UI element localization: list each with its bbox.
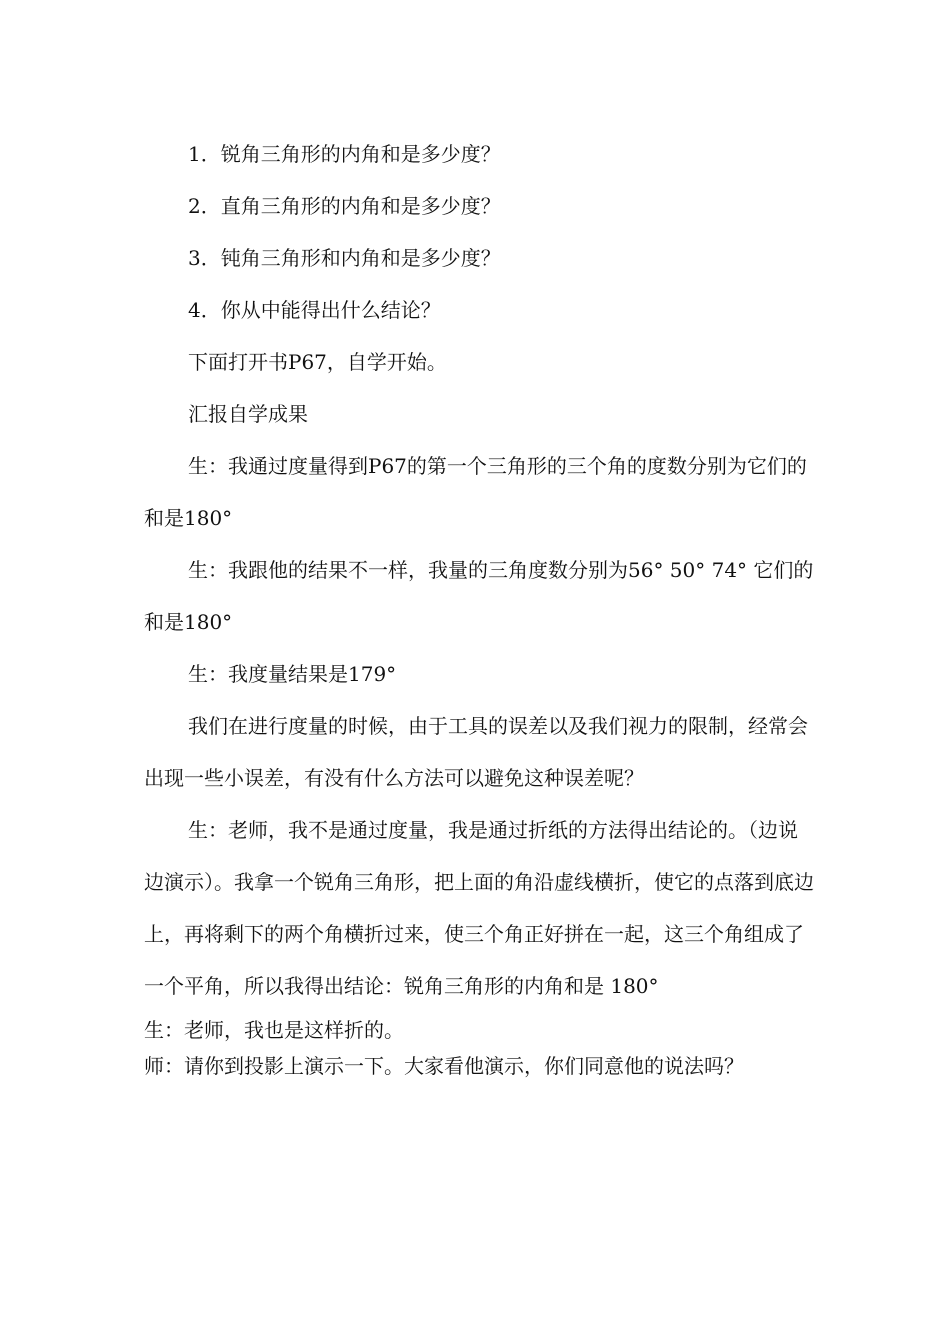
question-3: 3．钝角三角形和内角和是多少度？ <box>188 246 501 270</box>
student-answer-3: 生：我度量结果是179° <box>188 662 397 686</box>
student-folding-explanation: 生：老师，我不是通过度量，我是通过折纸的方法得出结论的。（边说边演示）。我拿一个锐角三角形，把上面的角沿虚线横折，使它的点落到底边上，再将剩下的两个角横折过来，使三个角正好拼在一起，这三个角组成了一个平角，所以我得出结论：锐角三角形的内角和是 180° <box>144 818 814 998</box>
document-body <box>144 128 816 1084</box>
question-4: 4．你从中能得出什么结论？ <box>188 298 441 322</box>
report-heading: 汇报自学成果 <box>188 402 308 426</box>
student-agree-line: 生：老师，我也是这样折的。 <box>144 1018 404 1042</box>
student-answer-2: 生：我跟他的结果不一样，我量的三角度数分别为56° 50° 74° 它们的和是180° <box>144 558 814 634</box>
student-answer-1: 生：我通过度量得到P67的第一个三角形的三个角的度数分别为它们的和是180° <box>144 454 807 530</box>
instruction-paragraph: 下面打开书P67，自学开始。 <box>188 350 447 374</box>
teacher-request-line: 师：请你到投影上演示一下。大家看他演示，你们同意他的说法吗？ <box>144 1054 744 1078</box>
question-2: 2．直角三角形的内角和是多少度？ <box>188 194 501 218</box>
question-1: 1．锐角三角形的内角和是多少度？ <box>188 142 501 166</box>
teacher-remark: 我们在进行度量的时候，由于工具的误差以及我们视力的限制，经常会出现一些小误差，有没有什么方法可以避免这种误差呢？ <box>144 714 808 790</box>
